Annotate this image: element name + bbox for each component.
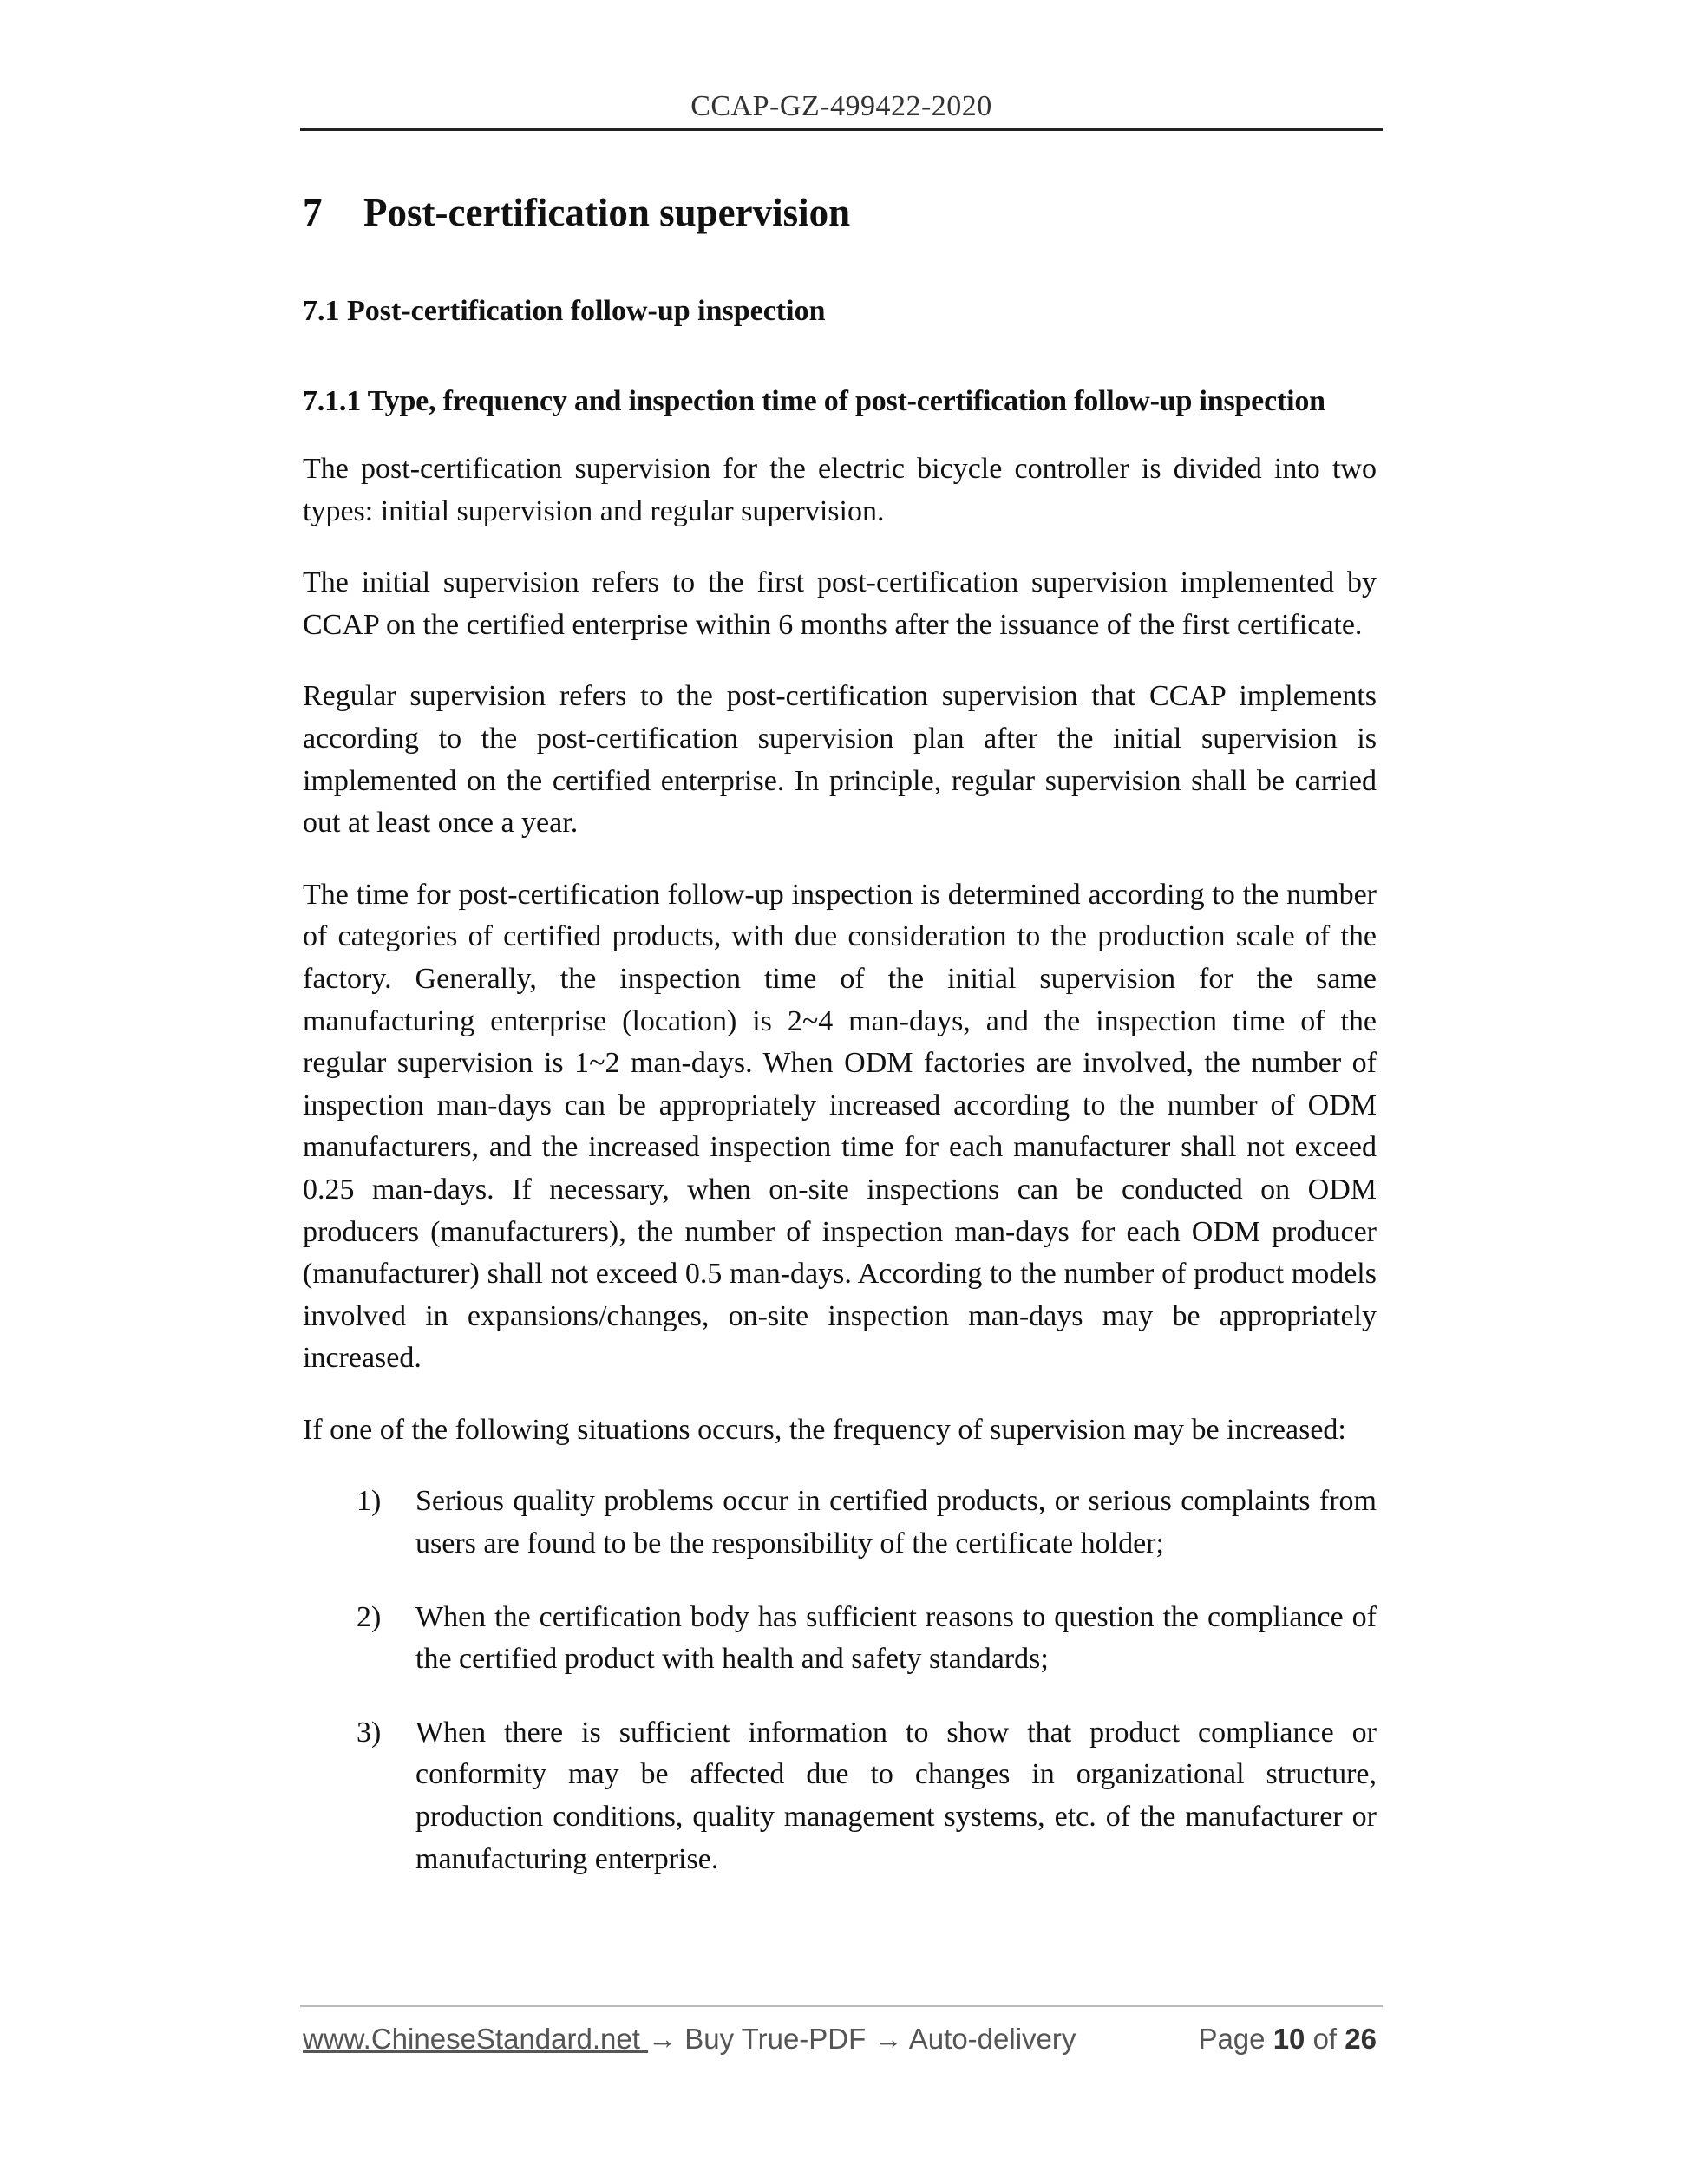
paragraph-inspection-time: The time for post-certification follow-up inspection is determined according to the number of categories of certified products, with due consideration to the production scale of the factory. Generally, the inspection time of the initial supervision for the same manufacturing enterprise (location) is 2~4 man-days, and the inspection time of the regular supervision is 1~2 man-days. When ODM factories are involved, the number of inspection man-days can be appropriately increased according to the number of ODM manufacturers, and the increased inspection time for each manufacturer shall not exceed 0.25 man-days. If necessary, when on-site inspections can be conducted on ODM producers (manufacturers), the number of inspection man-days for each ODM producer (manufacturer) shall not exceed 0.5 man-days. According to the number of product models involved in expansions/changes, on-site inspection man-days may be appropriately increased. (303, 878, 1377, 1375)
list-item-marker: 3) (357, 1716, 382, 1749)
footer-purchase-text: → Buy True-PDF → Auto-delivery (648, 2023, 1076, 2055)
paragraph-initial-supervision: The initial supervision refers to the first post-certification supervision implemented by CCAP on the certified enterprise within 6 months after the issuance of the first certificate. (303, 566, 1377, 641)
footer-divider (300, 2005, 1383, 2007)
page-total-number: 26 (1345, 2023, 1377, 2055)
page-body (303, 178, 1377, 1912)
list-item (303, 1712, 1377, 1880)
list-item-text: When the certification body has sufficient reasons to question the compliance of the certified product with health and safety standards; (415, 1600, 1377, 1676)
frequency-conditions-list (303, 1481, 1377, 1880)
list-item-marker: 1) (357, 1485, 382, 1518)
page-indicator (1198, 2023, 1377, 2056)
section-title: Post-certification supervision (363, 191, 851, 234)
paragraph-regular-supervision: Regular supervision refers to the post-certification supervision that CCAP implements according to the post-certification supervision plan after the initial supervision is implemented on the certified enterprise. In principle, regular supervision shall be carried out at least once a year. (303, 680, 1377, 840)
header-divider (300, 128, 1383, 131)
list-item (303, 1597, 1377, 1681)
website-link[interactable]: www.ChineseStandard.net (303, 2023, 649, 2055)
subsection-heading: 7.1 Post-certification follow-up inspection (303, 295, 826, 327)
paragraph-supervision-types: The post-certification supervision for the electric bicycle controller is divided into two types: initial supervision and regular supervision. (303, 453, 1377, 527)
subsubsection-heading: 7.1.1 Type, frequency and inspection time of post-certification follow-up inspection (303, 385, 1325, 417)
page-current-number: 10 (1273, 2023, 1305, 2055)
footer-left (303, 2023, 1076, 2056)
paragraph-frequency-intro: If one of the following situations occurs, the frequency of supervision may be increased: (303, 1413, 1346, 1446)
list-item-text: Serious quality problems occur in certified products, or serious complaints from users are found to be the responsibility of the certificate holder; (415, 1485, 1377, 1560)
of-word: of (1312, 2023, 1338, 2055)
list-item-marker: 2) (357, 1600, 382, 1633)
page-word: Page (1198, 2023, 1266, 2055)
document-code-header: CCAP-GZ-499422-2020 (690, 90, 992, 122)
page-footer (303, 2023, 1377, 2056)
section-heading (303, 188, 1377, 237)
list-item (303, 1481, 1377, 1565)
section-number: 7 (303, 191, 323, 234)
list-item-text: When there is sufficient information to show that product compliance or conformity may be affected due to changes in organizational structure, production conditions, quality management systems, etc. of the manufacturer or manufacturing enterprise. (415, 1716, 1377, 1875)
